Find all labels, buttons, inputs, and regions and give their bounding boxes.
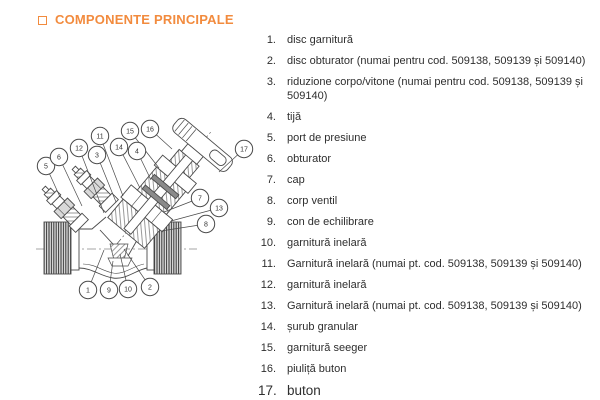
part-label: con de echilibrare (287, 216, 374, 228)
section-header (38, 12, 234, 27)
square-outline-icon (38, 16, 47, 25)
svg-text:11: 11 (96, 133, 104, 141)
callout-7 (191, 189, 208, 206)
callout-1 (79, 281, 96, 298)
part-item-17 (258, 383, 592, 398)
part-item-15 (258, 341, 592, 355)
callout-9 (100, 281, 117, 298)
callout-11 (91, 127, 108, 144)
part-number: 7. (266, 174, 276, 186)
part-item-7 (258, 173, 592, 187)
part-number: 1. (266, 34, 276, 46)
part-item-12 (258, 278, 592, 292)
callout-10 (119, 280, 136, 297)
part-item-4 (258, 110, 592, 124)
svg-text:7: 7 (198, 195, 202, 203)
part-label: buton (287, 383, 321, 398)
part-number: 12. (260, 279, 276, 291)
part-label: cap (287, 174, 305, 186)
part-label: garnitură inelară (287, 237, 367, 249)
part-label: piuliță buton (287, 363, 347, 375)
callout-16 (141, 120, 158, 137)
part-number: 6. (266, 153, 276, 165)
svg-text:15: 15 (126, 128, 134, 136)
part-number: 9. (266, 216, 276, 228)
part-item-2 (258, 54, 592, 68)
part-number: 14. (260, 321, 276, 333)
svg-text:9: 9 (107, 287, 111, 295)
callout-3 (88, 146, 105, 163)
svg-text:17: 17 (240, 146, 248, 154)
part-item-14 (258, 320, 592, 334)
part-number: 15. (260, 342, 276, 354)
part-item-13 (258, 299, 592, 313)
part-label: obturator (287, 153, 332, 165)
callout-14 (110, 138, 127, 155)
part-item-16 (258, 362, 592, 376)
callout-8 (197, 215, 214, 232)
part-number: 3. (266, 76, 276, 88)
svg-text:8: 8 (204, 221, 208, 229)
part-number: 13. (260, 300, 276, 312)
part-item-11 (258, 257, 592, 271)
part-label: disc garnitură (287, 34, 354, 46)
svg-text:1: 1 (86, 287, 90, 295)
part-label: Garnitură inelară (numai pt. cod. 509138, 509139 și 509140) (287, 300, 582, 312)
part-label: disc obturator (numai pentru cod. 509138, 509139 și 509140) (287, 55, 586, 67)
part-number: 17. (258, 383, 277, 398)
part-label: riduzione corpo/vitone (numai pentru cod. 509138, 509139 și 509140) (287, 76, 583, 102)
svg-text:16: 16 (146, 126, 154, 134)
callout-4 (128, 142, 145, 159)
section-title: COMPONENTE PRINCIPALE (55, 12, 234, 27)
part-number: 16. (260, 363, 276, 375)
part-label: garnitură seeger (287, 342, 368, 354)
callout-15 (121, 122, 138, 139)
part-label: tijă (287, 111, 302, 123)
part-label: garnitură inelară (287, 279, 367, 291)
part-number: 10. (260, 237, 276, 249)
part-label: corp ventil (287, 195, 338, 207)
part-item-3 (258, 75, 592, 103)
part-item-1 (258, 33, 592, 47)
svg-text:10: 10 (124, 286, 132, 294)
part-item-8 (258, 194, 592, 208)
part-label: Garnitură inelară (numai pt. cod. 509138, 509139 și 509140) (287, 258, 582, 270)
callout-13 (210, 199, 227, 216)
part-label: șurub granular (287, 321, 358, 333)
callout-2 (141, 278, 158, 295)
part-number: 2. (266, 55, 276, 67)
callout-12 (70, 139, 87, 156)
svg-text:5: 5 (44, 163, 48, 171)
callout-6 (50, 148, 67, 165)
svg-text:12: 12 (75, 145, 83, 153)
part-item-6 (258, 152, 592, 166)
part-number: 8. (266, 195, 276, 207)
svg-text:2: 2 (148, 284, 152, 292)
svg-text:6: 6 (57, 154, 61, 162)
svg-text:4: 4 (135, 148, 139, 156)
callout-17 (235, 140, 252, 157)
svg-text:14: 14 (115, 144, 123, 152)
part-label: port de presiune (287, 132, 367, 144)
part-item-9 (258, 215, 592, 229)
parts-list (258, 33, 592, 400)
part-item-5 (258, 131, 592, 145)
part-number: 4. (266, 111, 276, 123)
part-number: 11. (261, 258, 276, 270)
part-item-10 (258, 236, 592, 250)
svg-text:3: 3 (95, 152, 99, 160)
part-number: 5. (266, 132, 276, 144)
svg-text:13: 13 (215, 205, 223, 213)
